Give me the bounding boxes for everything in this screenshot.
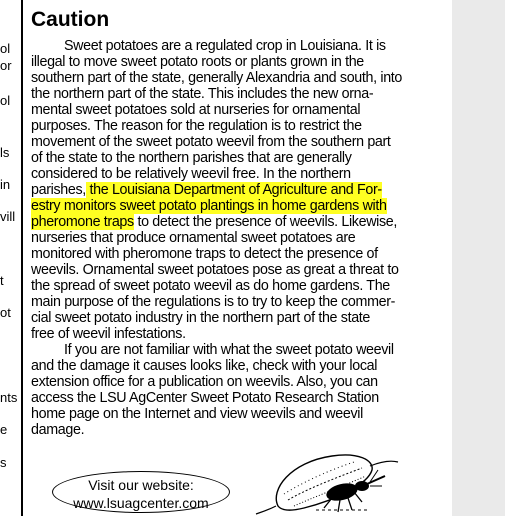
text-line: southern part of the state, generally Alexandria and south, into [31, 70, 403, 86]
text-line: cial sweet potato industry in the northern part of the state [31, 310, 371, 326]
caution-article [31, 6, 447, 438]
text-line: purposes. The reason for the regulation is to restrict the [31, 118, 362, 134]
left-column-fragment: ot [0, 305, 11, 320]
paragraph-regulation [31, 38, 447, 342]
left-column-fragment: nts [0, 390, 18, 405]
left-column-fragment: s [0, 455, 7, 470]
text-line: access the LSU AgCenter Sweet Potato Research Station [31, 390, 379, 406]
left-column-fragment: ls [0, 145, 10, 160]
text-span: to detect the presence of weevils. Likewise, [133, 214, 398, 230]
text-line: mental sweet potatoes sold at nurseries for ornamental [31, 102, 361, 118]
text-line: damage. [31, 422, 85, 438]
left-column-fragment: in [0, 177, 11, 192]
column-divider [21, 0, 23, 516]
text-line [31, 198, 447, 214]
text-line: If you are not familiar with what the sweet potato weevil [64, 342, 394, 358]
text-line: the spread of sweet potato weevil as do home gardens. The [31, 278, 390, 294]
paragraph-more-info [31, 342, 447, 438]
right-margin-panel [452, 0, 505, 516]
text-line: Sweet potatoes are a regulated crop in Louisiana. It is [64, 38, 386, 54]
highlighted-text: the Louisiana Department of Agriculture and For- [85, 182, 382, 198]
text-line: weevils. Ornamental sweet potatoes pose as great a threat to [31, 262, 399, 278]
left-column-fragment: ol [0, 41, 11, 56]
website-callout[interactable] [52, 471, 230, 513]
text-line: nurseries that produce ornamental sweet potatoes are [31, 230, 356, 246]
text-span: parishes, [31, 182, 86, 198]
article-title: Caution [31, 8, 110, 31]
left-column-fragment: e [0, 422, 8, 437]
weevil-icon [250, 440, 400, 516]
text-line: considered to be relatively weevil free. In the northern [31, 166, 351, 182]
text-line [31, 182, 447, 198]
left-column-fragment: ol [0, 93, 11, 108]
text-line: main purpose of the regulations is to try to keep the commer- [31, 294, 396, 310]
text-line [31, 214, 447, 230]
text-line: movement of the sweet potato weevil from the southern part [31, 134, 391, 150]
text-line: the northern part of the state. This includes the new orna- [31, 86, 374, 102]
highlighted-text: pheromone traps [31, 214, 134, 230]
text-line: extension office for a publication on weevils. Also, you can [31, 374, 378, 390]
text-line: monitored with pheromone traps to detect the presence of [31, 246, 378, 262]
text-line: free of weevil infestations. [31, 326, 186, 342]
text-line: illegal to move sweet potato roots or plants grown in the [31, 54, 364, 70]
left-column-fragment: or [0, 58, 12, 73]
left-column-fragment: vill [0, 209, 16, 224]
text-line: and the damage it causes looks like, check with your local [31, 358, 378, 374]
text-line: of the state to the northern parishes that are generally [31, 150, 352, 166]
highlighted-text: estry monitors sweet potato plantings in home gardens with [31, 198, 387, 214]
text-line: home page on the Internet and view weevils and weevil [31, 406, 363, 422]
left-column-fragment: t [0, 273, 4, 288]
website-callout-label: Visit our website: [88, 477, 194, 493]
website-url[interactable]: www.lsuagcenter.com [73, 495, 209, 511]
